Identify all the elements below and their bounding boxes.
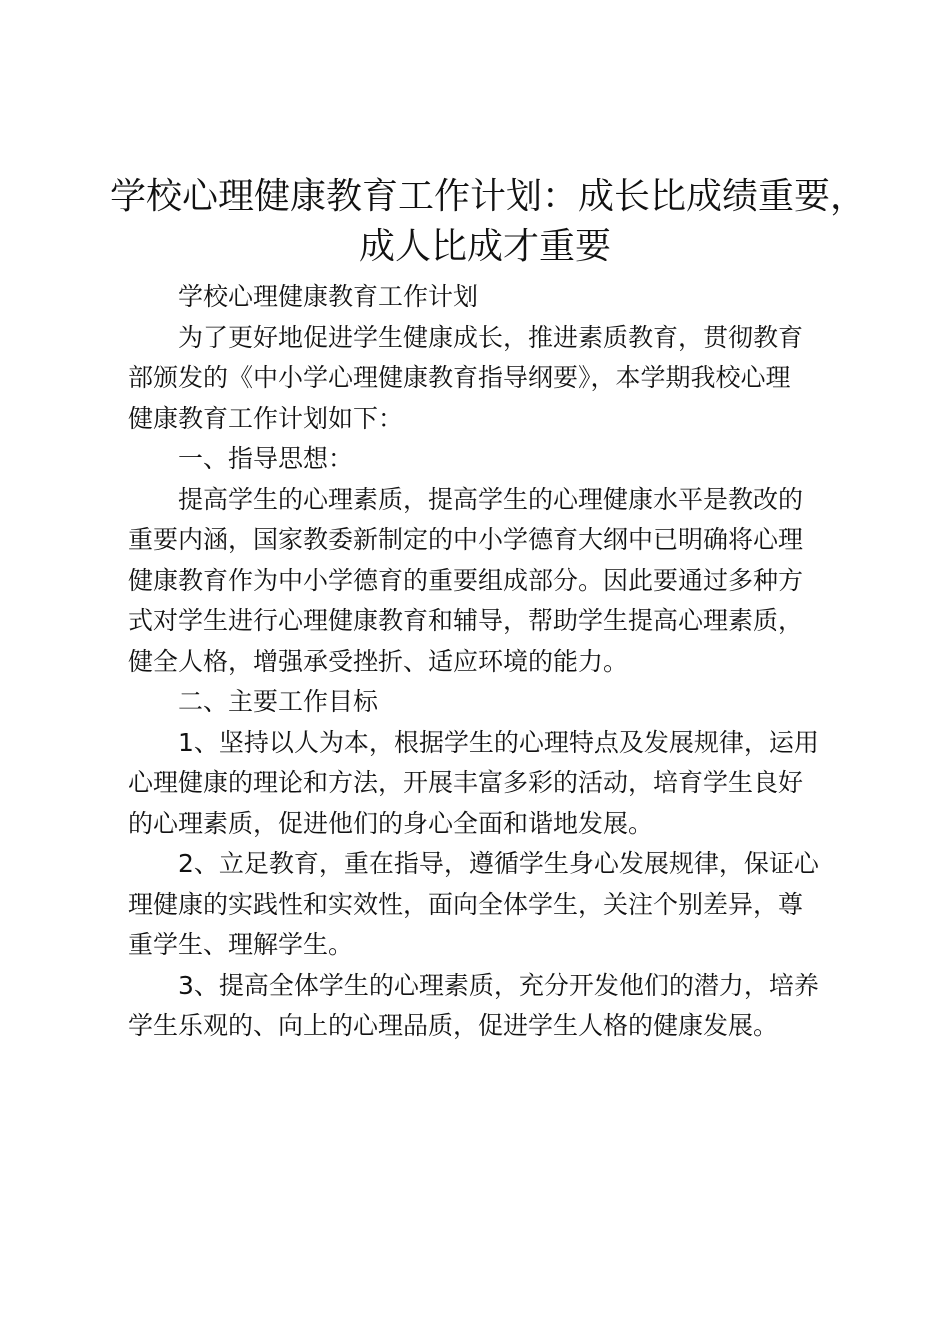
paragraph-line: 的心理素质，促进他们的身心全面和谐地发展。 (128, 808, 654, 838)
paragraph-line: 理健康的实践性和实效性，面向全体学生，关注个别差异，尊 (128, 889, 804, 919)
paragraph-line: 3、提高全体学生的心理素质，充分开发他们的潜力，培养 (178, 970, 819, 1000)
intro-paragraph (128, 318, 838, 440)
document-body (128, 277, 838, 1047)
goal-3-paragraph (128, 966, 838, 1047)
section-heading-main-goals (128, 682, 838, 723)
paragraph-line: 健康教育作为中小学德育的重要组成部分。因此要通过多种方 (128, 565, 804, 595)
paragraph-line: 健全人格，增强承受挫折、适应环境的能力。 (128, 646, 629, 676)
paragraph-line: 重要内涵，国家教委新制定的中小学德育大纲中已明确将心理 (128, 525, 804, 554)
paragraph-line: 一、指导思想： (178, 444, 354, 473)
paragraph-line: 学生乐观的、向上的心理品质，促进学生人格的健康发展。 (128, 1011, 779, 1040)
paragraph-line: 心理健康的理论和方法，开展丰富多彩的活动，培育学生良好 (128, 768, 804, 797)
paragraph-line: 二、主要工作目标 (178, 687, 379, 716)
document-title (110, 172, 867, 272)
paragraph-line: 1、坚持以人为本，根据学生的心理特点及发展规律，运用 (178, 727, 819, 757)
paragraph-line: 2、立足教育，重在指导，遵循学生身心发展规律，保证心 (178, 849, 819, 878)
paragraph-line: 健康教育工作计划如下： (128, 403, 404, 433)
document-title-line-1: 学校心理健康教育工作计划：成长比成绩重要， (110, 176, 867, 217)
goal-1-paragraph (128, 723, 838, 845)
section-heading-guiding-ideology (128, 439, 838, 480)
paragraph-line: 式对学生进行心理健康教育和辅导，帮助学生提高心理素质， (128, 606, 804, 635)
subtitle-paragraph (128, 277, 838, 318)
paragraph-line: 提高学生的心理素质，提高学生的心理健康水平是教改的 (178, 484, 804, 514)
document-title-line-2: 成人比成才重要 (358, 226, 611, 267)
paragraph-line: 重学生、理解学生。 (128, 930, 354, 959)
goal-2-paragraph (128, 844, 838, 966)
guiding-ideology-paragraph (128, 480, 838, 683)
paragraph-line: 学校心理健康教育工作计划 (178, 282, 479, 311)
paragraph-line: 为了更好地促进学生健康成长，推进素质教育，贯彻教育 (178, 322, 804, 352)
paragraph-line: 部颁发的《中小学心理健康教育指导纲要》，本学期我校心理 (128, 363, 791, 392)
